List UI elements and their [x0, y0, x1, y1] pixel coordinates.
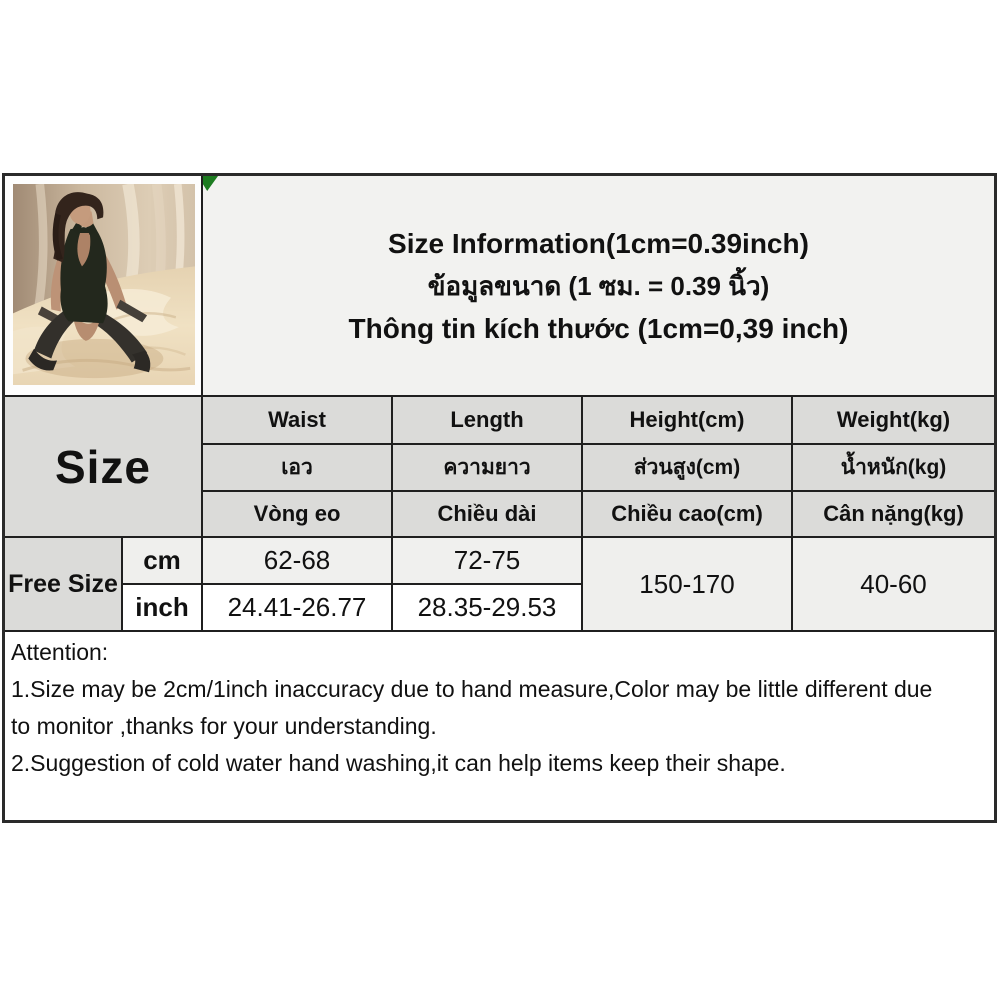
header-length-th: ความยาว: [393, 445, 583, 492]
row-label-free-size: Free Size: [5, 538, 123, 632]
attention-line-3: 2.Suggestion of cold water hand washing,it can help items keep their shape.: [11, 750, 786, 776]
unit-cm-label: cm: [123, 538, 203, 585]
attention-line-2: to monitor ,thanks for your understanding.: [11, 713, 437, 739]
header-waist-th: เอว: [203, 445, 393, 492]
value-height: 150-170: [583, 538, 793, 632]
attention-note: [5, 632, 994, 820]
product-photo: [5, 176, 203, 397]
title-english: Size Information(1cm=0.39inch): [388, 227, 809, 259]
header-height-th: ส่วนสูง(cm): [583, 445, 793, 492]
excel-corner-marker-icon: [203, 176, 218, 191]
header-weight-th: น้ำหนัก(kg): [793, 445, 994, 492]
value-length-inch: 28.35-29.53: [393, 585, 583, 632]
header-height-en: Height(cm): [583, 397, 793, 445]
header-waist-en: Waist: [203, 397, 393, 445]
header-length-vi: Chiều dài: [393, 492, 583, 538]
header-weight-en: Weight(kg): [793, 397, 994, 445]
size-corner-label: Size: [5, 397, 203, 538]
value-length-cm: 72-75: [393, 538, 583, 585]
title-thai: ข้อมูลขนาด (1 ซม. = 0.39 นิ้ว): [427, 270, 770, 301]
value-waist-inch: 24.41-26.77: [203, 585, 393, 632]
value-waist-cm: 62-68: [203, 538, 393, 585]
title-block: [203, 176, 994, 397]
header-waist-vi: Vòng eo: [203, 492, 393, 538]
header-weight-vi: Cân nặng(kg): [793, 492, 994, 538]
attention-heading: Attention:: [11, 639, 109, 665]
unit-inch-label: inch: [123, 585, 203, 632]
size-info-sheet: [2, 173, 997, 823]
value-weight: 40-60: [793, 538, 994, 632]
header-height-vi: Chiều cao(cm): [583, 492, 793, 538]
model-photo-illustration: [13, 184, 195, 385]
title-vietnamese: Thông tin kích thước (1cm=0,39 inch): [348, 312, 849, 344]
attention-line-1: 1.Size may be 2cm/1inch inaccuracy due to hand measure,Color may be little different due: [11, 676, 933, 702]
header-length-en: Length: [393, 397, 583, 445]
